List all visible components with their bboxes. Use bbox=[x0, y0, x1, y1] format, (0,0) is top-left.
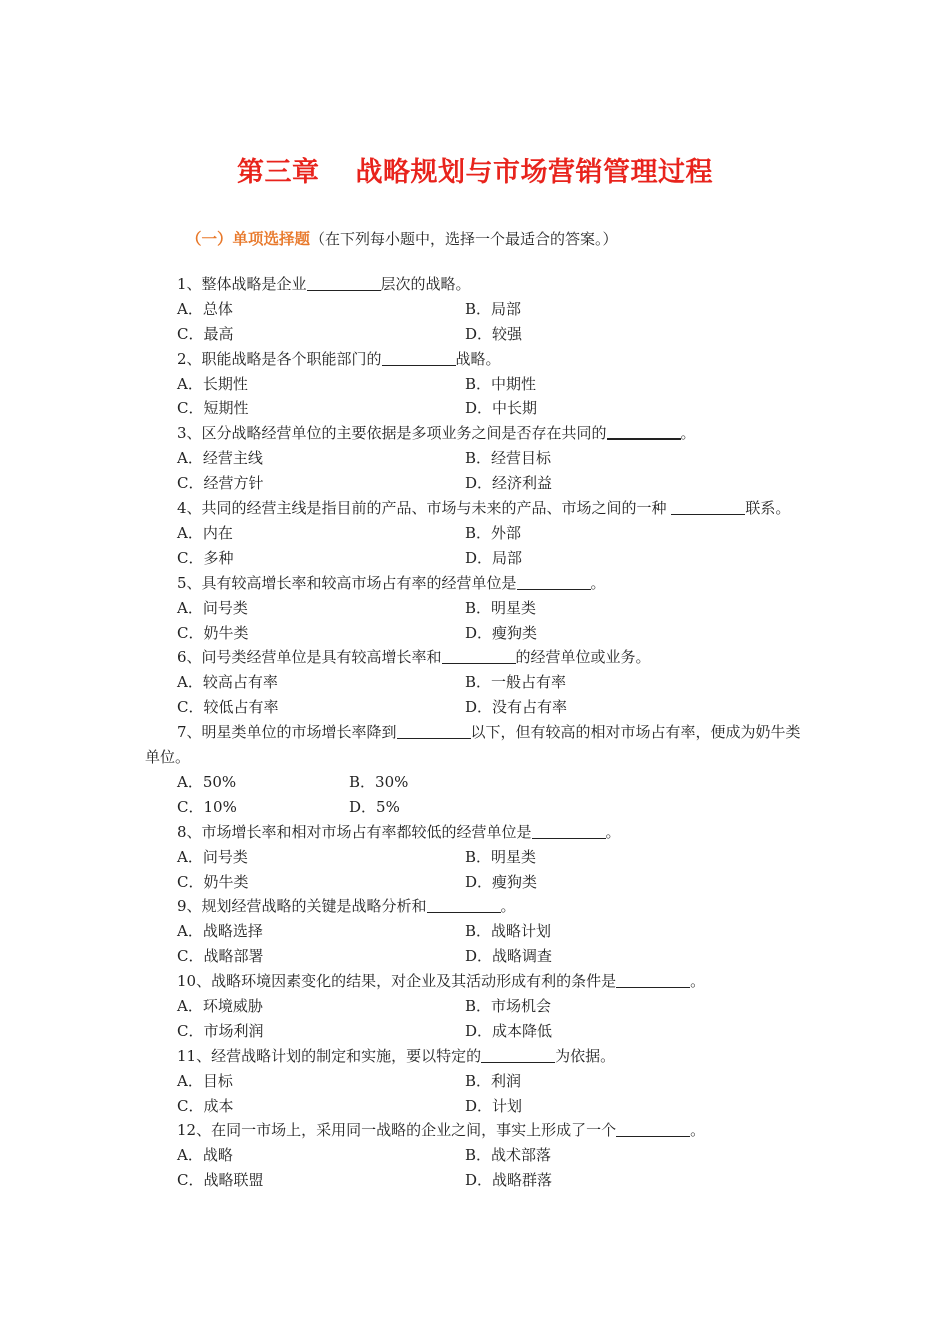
question-1 bbox=[145, 272, 810, 347]
answer-blank bbox=[382, 349, 456, 366]
question-text: 11、经营战略计划的制定和实施，要以特定的 为依据。 bbox=[177, 1046, 616, 1065]
option-c: C．较低占有率 bbox=[177, 698, 279, 717]
option-c: C．市场利润 bbox=[177, 1021, 264, 1040]
option-c: C．短期性 bbox=[177, 399, 249, 418]
question-text: 5、具有较高增长率和较高市场占有率的经营单位是 。 bbox=[177, 573, 606, 592]
option-b: B．经营目标 bbox=[465, 449, 552, 468]
option-a: A．总体 bbox=[177, 299, 233, 318]
option-b: B．外部 bbox=[465, 523, 522, 542]
question-2 bbox=[145, 347, 810, 422]
question-text: 8、市场增长率和相对市场占有率都较低的经营单位是 。 bbox=[177, 822, 621, 841]
answer-blank bbox=[607, 422, 681, 440]
question-11 bbox=[145, 1044, 810, 1119]
option-c: C．战略联盟 bbox=[177, 1171, 264, 1190]
answer-blank bbox=[616, 971, 690, 988]
question-text: 12、在同一市场上，采用同一战略的企业之间，事实上形成了一个 。 bbox=[177, 1121, 706, 1140]
answer-blank bbox=[616, 1120, 690, 1137]
option-c: C．多种 bbox=[177, 548, 234, 567]
answer-blank bbox=[532, 822, 606, 839]
option-d: D．计划 bbox=[465, 1096, 523, 1115]
section-heading: （一）单项选择题 bbox=[186, 230, 311, 248]
answer-blank bbox=[442, 647, 516, 664]
question-text: 3、区分战略经营单位的主要依据是多项业务之间是否存在共同的 。 bbox=[177, 424, 696, 443]
question-text: 7、明星类单位的市场增长率降到 以下，但有较高的相对市场占有率，便成为奶牛类单位。 bbox=[145, 723, 801, 767]
answer-blank bbox=[397, 722, 471, 739]
answer-blank bbox=[427, 896, 501, 913]
question-6 bbox=[145, 645, 810, 720]
option-b: B．明星类 bbox=[465, 598, 537, 617]
answer-blank bbox=[517, 573, 591, 590]
option-a: A．目标 bbox=[177, 1071, 233, 1090]
option-d: D．瘦狗类 bbox=[465, 872, 538, 891]
option-a: A．问号类 bbox=[177, 847, 248, 866]
question-4 bbox=[145, 496, 810, 571]
option-b: B．中期性 bbox=[465, 374, 537, 393]
option-c: C．成本 bbox=[177, 1096, 234, 1115]
answer-blank bbox=[307, 274, 381, 291]
option-a: A．战略选择 bbox=[177, 922, 263, 941]
question-text: 9、规划经营战略的关键是战略分析和 。 bbox=[177, 897, 516, 916]
option-a: A．战略 bbox=[177, 1146, 233, 1165]
option-c: C．奶牛类 bbox=[177, 623, 249, 642]
option-a: A．较高占有率 bbox=[177, 673, 278, 692]
option-d: D．没有占有率 bbox=[465, 698, 568, 717]
option-d: D．经济利益 bbox=[465, 474, 553, 493]
question-text: 2、职能战略是各个职能部门的 战略。 bbox=[177, 349, 501, 368]
question-8 bbox=[145, 820, 810, 895]
option-b: B．战略计划 bbox=[465, 922, 552, 941]
option-b: B．战术部落 bbox=[465, 1146, 552, 1165]
chapter-name: 战略规划与市场营销管理过程 bbox=[355, 157, 713, 188]
option-a: A．50% bbox=[177, 772, 237, 791]
option-a: A．经营主线 bbox=[177, 449, 263, 468]
section-header bbox=[186, 229, 618, 249]
option-c: C．10% bbox=[177, 797, 237, 816]
option-a: A．环境威胁 bbox=[177, 997, 263, 1015]
answer-blank bbox=[481, 1046, 555, 1063]
option-c: C．最高 bbox=[177, 324, 234, 343]
option-a: A．问号类 bbox=[177, 598, 248, 617]
question-text: 4、共同的经营主线是指目前的产品、市场与未来的产品、市场之间的一种 联系。 bbox=[177, 499, 791, 518]
option-d: D．成本降低 bbox=[465, 1021, 553, 1040]
option-b: B．明星类 bbox=[465, 847, 537, 866]
option-d: D．5% bbox=[349, 797, 400, 816]
chapter-title bbox=[0, 150, 950, 189]
option-d: D．局部 bbox=[465, 548, 523, 567]
option-d: D．战略群落 bbox=[465, 1171, 553, 1190]
option-a: A．内在 bbox=[177, 523, 233, 542]
question-10 bbox=[145, 969, 810, 1044]
answer-blank bbox=[671, 498, 745, 515]
question-text: 1、整体战略是企业 层次的战略。 bbox=[177, 275, 471, 293]
option-c: C．奶牛类 bbox=[177, 872, 249, 891]
option-d: D．中长期 bbox=[465, 399, 538, 418]
question-9 bbox=[145, 894, 810, 969]
option-d: D．较强 bbox=[465, 324, 523, 343]
option-b: B．市场机会 bbox=[465, 997, 552, 1015]
option-b: B．利润 bbox=[465, 1071, 522, 1090]
option-b: B．局部 bbox=[465, 299, 522, 318]
option-c: C．经营方针 bbox=[177, 474, 264, 493]
option-a: A．长期性 bbox=[177, 374, 248, 393]
question-text: 6、问号类经营单位是具有较高增长率和 的经营单位或业务。 bbox=[177, 648, 651, 667]
question-list bbox=[145, 272, 810, 1193]
question-7 bbox=[145, 720, 810, 820]
question-5 bbox=[145, 571, 810, 646]
option-d: D．瘦狗类 bbox=[465, 623, 538, 642]
question-text: 10、战略环境因素变化的结果，对企业及其活动形成有利的条件是 。 bbox=[177, 972, 706, 991]
question-12 bbox=[145, 1118, 810, 1193]
option-b: B．30% bbox=[349, 772, 409, 791]
question-3 bbox=[145, 421, 810, 496]
chapter-number: 第三章 bbox=[237, 157, 320, 188]
option-d: D．战略调查 bbox=[465, 947, 553, 966]
section-instruction: （在下列每小题中，选择一个最适合的答案。） bbox=[310, 230, 618, 248]
option-b: B．一般占有率 bbox=[465, 673, 567, 692]
option-c: C．战略部署 bbox=[177, 947, 264, 966]
